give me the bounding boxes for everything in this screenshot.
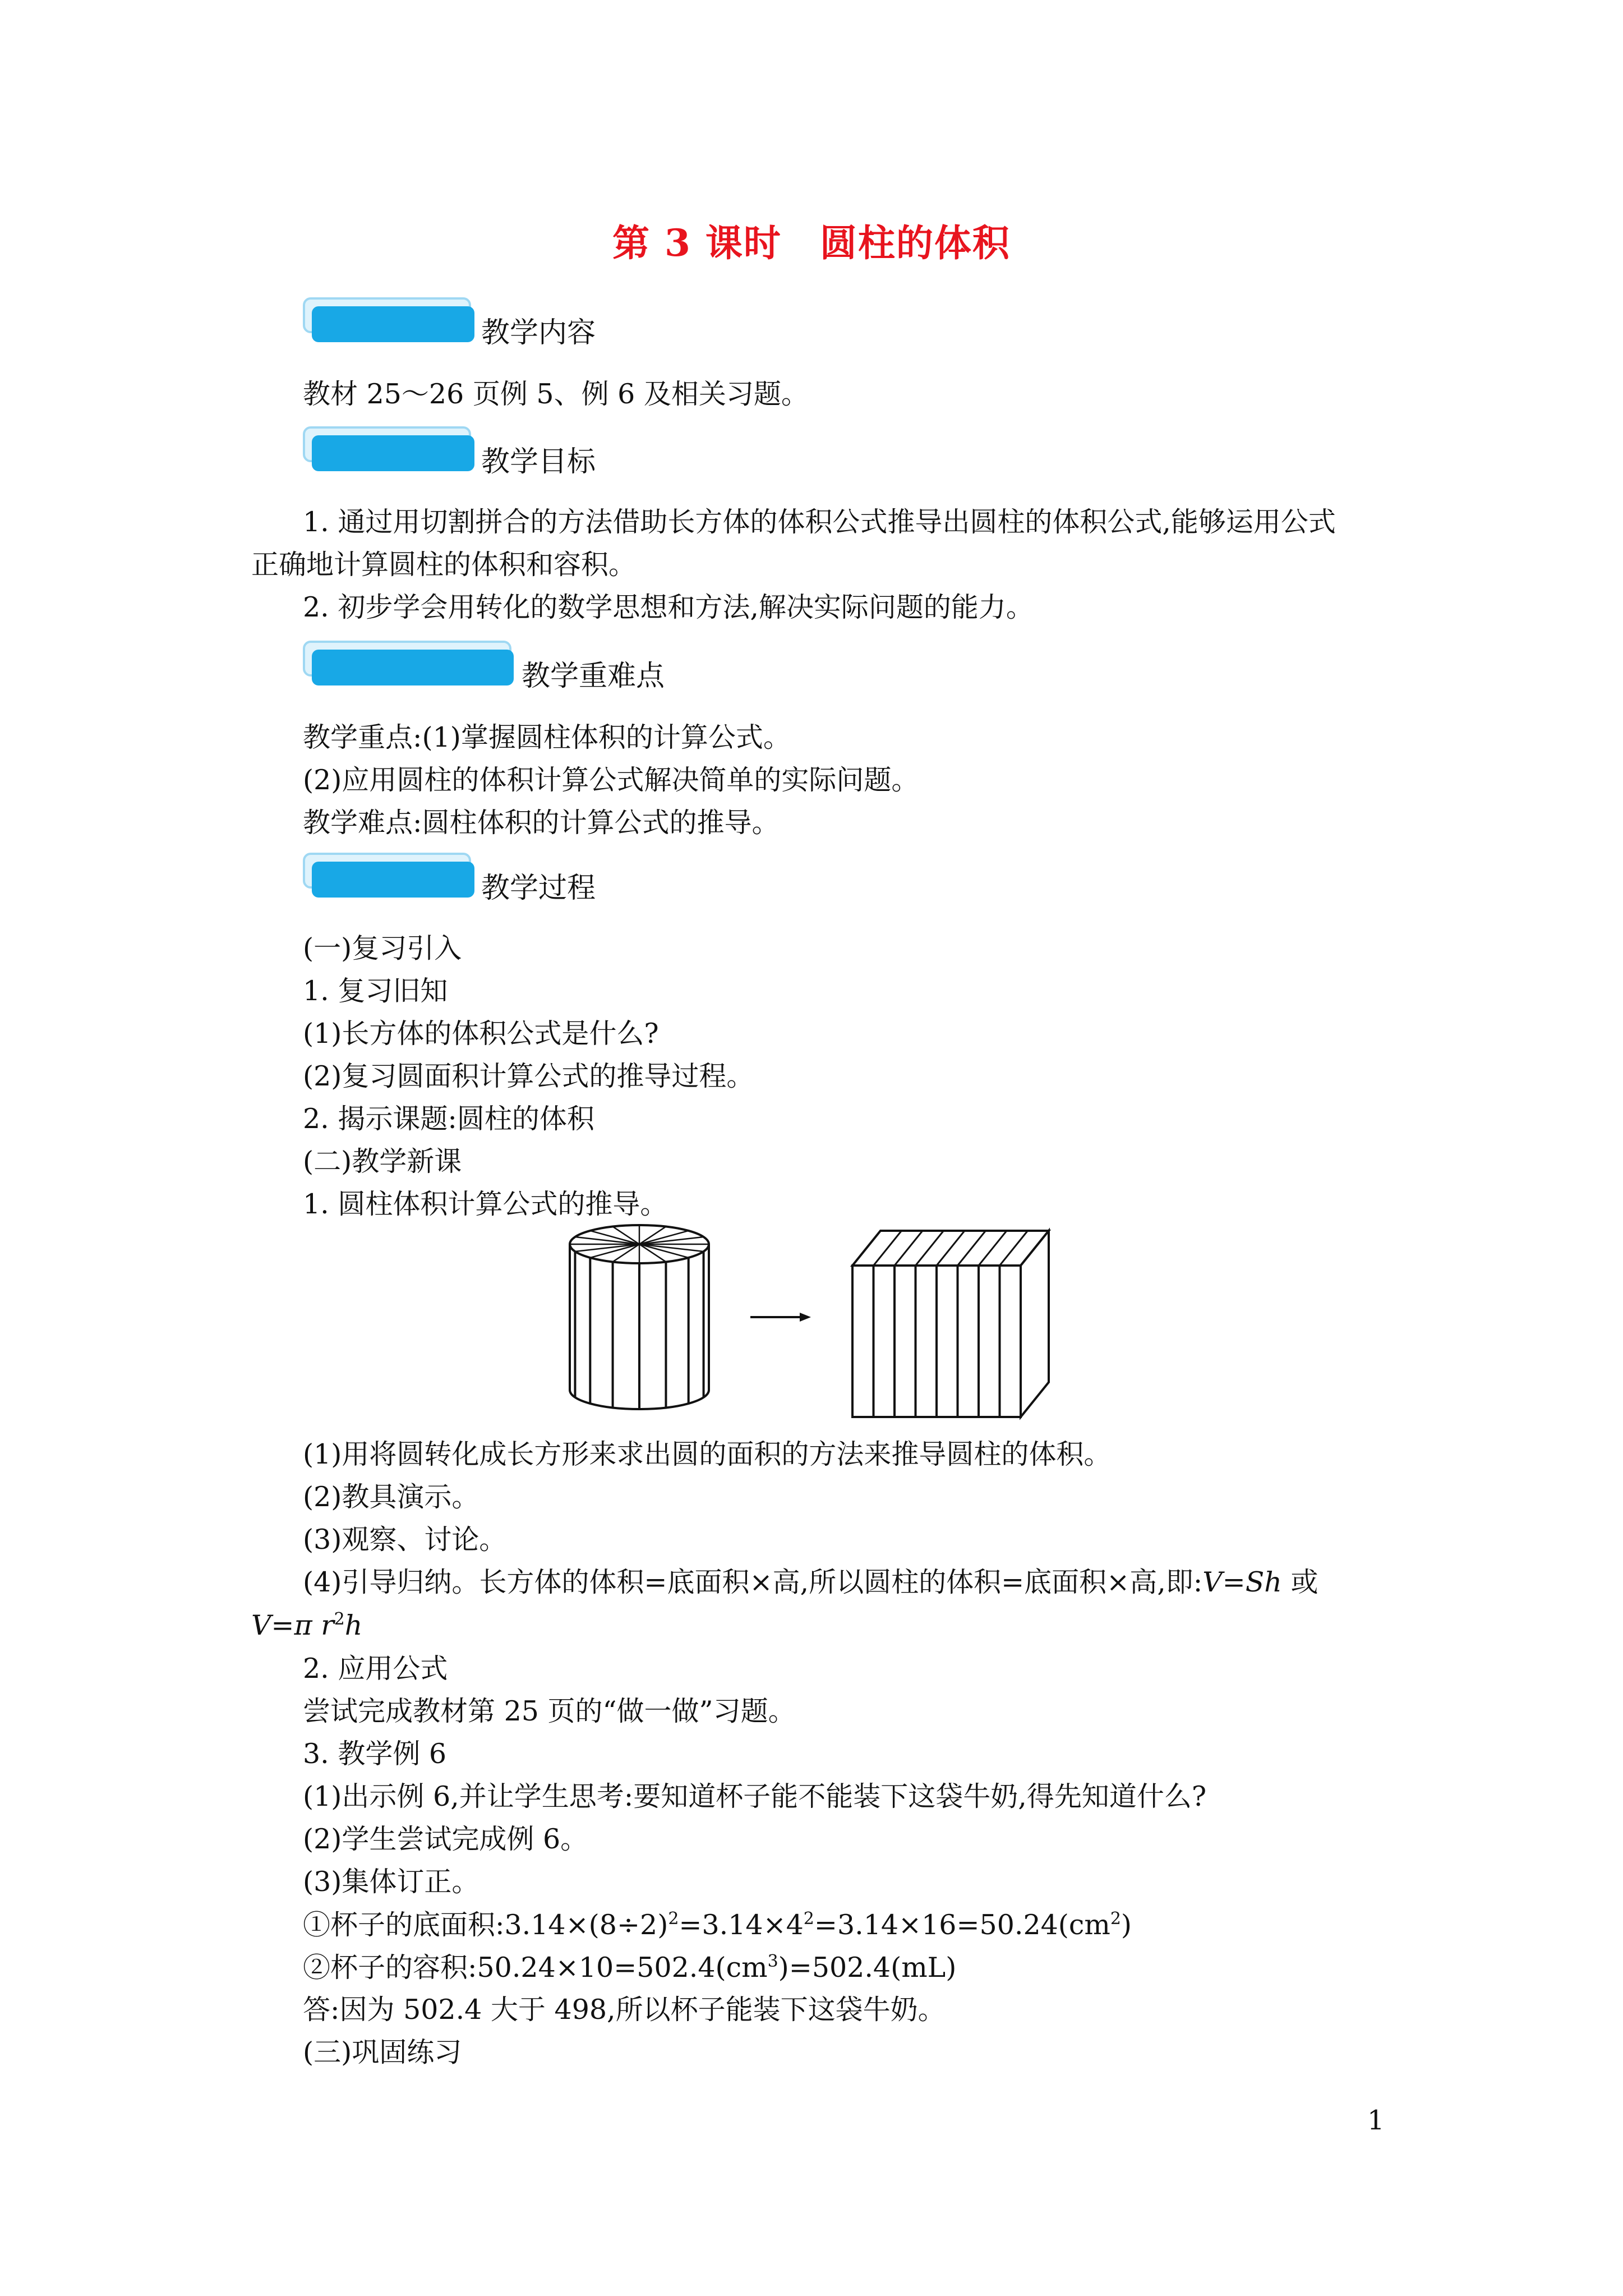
process-line: 1. 圆柱体积计算公式的推导。 [303,1188,668,1220]
difficulty: 教学难点:圆柱体积的计算公式的推导。 [303,807,780,839]
process-line: (一)复习引入 [303,932,462,964]
process-line: 2. 应用公式 [303,1653,448,1685]
calc-line-1 [303,1911,1132,1939]
section-label: 教学内容 [481,316,596,349]
exponent: 2 [334,1609,345,1629]
cylinder-icon [570,1225,709,1409]
process-line: (3)观察、讨论。 [303,1524,507,1556]
formula-vsh: V=Sh [1202,1566,1282,1598]
exponent: 2 [1110,1909,1121,1929]
section-label: 教学过程 [481,872,596,905]
section-label: 教学目标 [481,445,596,478]
goal-1a: 1. 通过用切割拼合的方法借助长方体的体积公式推导出圆柱的体积公式,能够运用公式 [303,506,1336,538]
formula-h: h [344,1609,363,1641]
key-point-1: 教学重点:(1)掌握圆柱体积的计算公式。 [303,721,791,753]
section-label: 教学重难点 [522,660,665,693]
calc-text: =3.14×16=50.24(cm [814,1909,1110,1941]
process-line: (2)学生尝试完成例 6。 [303,1823,588,1855]
page-number: 1 [1367,2105,1385,2136]
or-text: 或 [1281,1566,1318,1598]
summary-text: (4)引导归纳。长方体的体积=底面积×高,所以圆柱的体积=底面积×高,即: [303,1566,1203,1598]
goal-2: 2. 初步学会用转化的数学思想和方法,解决实际问题的能力。 [303,591,1034,623]
process-line: (二)教学新课 [303,1145,462,1177]
process-line: (3)集体订正。 [303,1866,479,1898]
formula-vpr: V=π r [251,1609,334,1641]
exponent: 2 [668,1909,679,1929]
process-line: 3. 教学例 6 [303,1738,447,1770]
process-line: 2. 揭示课题:圆柱的体积 [303,1103,594,1135]
calc-text: ) [1121,1909,1132,1941]
cylinder-to-cuboid-figure [555,1212,1071,1425]
process-line: 1. 复习旧知 [303,975,448,1007]
answer-line: 答:因为 502.4 大于 498,所以杯子能装下这袋牛奶。 [303,1994,946,2026]
goal-1b: 正确地计算圆柱的体积和容积。 [251,549,637,581]
calc-line-2 [303,1952,957,1984]
arrow-icon [750,1313,811,1322]
calc-text: =3.14×4 [679,1909,804,1941]
key-point-2: (2)应用圆柱的体积计算公式解决简单的实际问题。 [303,764,919,796]
process-line: (1)长方体的体积公式是什么? [303,1018,659,1050]
calc-text: ②杯子的容积:50.24×10=502.4(cm [303,1952,768,1984]
calc-text: ①杯子的底面积:3.14×(8÷2) [303,1909,668,1941]
intro-text: 教材 25～26 页例 5、例 6 及相关习题。 [303,378,809,410]
process-line: (2)复习圆面积计算公式的推导过程。 [303,1060,754,1092]
page-title: 第 3 课时 圆柱的体积 [612,221,1011,265]
exponent: 3 [767,1952,778,1971]
exponent: 2 [803,1909,814,1929]
formula-line [251,1611,362,1639]
process-line [303,1568,1318,1596]
process-line: 尝试完成教材第 25 页的“做一做”习题。 [303,1695,796,1727]
process-line: (三)巩固练习 [303,2036,462,2068]
cuboid-icon [852,1231,1049,1417]
process-line: (1)用将圆转化成长方形来求出圆的面积的方法来推导圆柱的体积。 [303,1438,1112,1470]
process-line: (2)教具演示。 [303,1481,479,1513]
process-line: (1)出示例 6,并让学生思考:要知道杯子能不能装下这袋牛奶,得先知道什么? [303,1780,1207,1812]
calc-text: )=502.4(mL) [778,1952,957,1984]
